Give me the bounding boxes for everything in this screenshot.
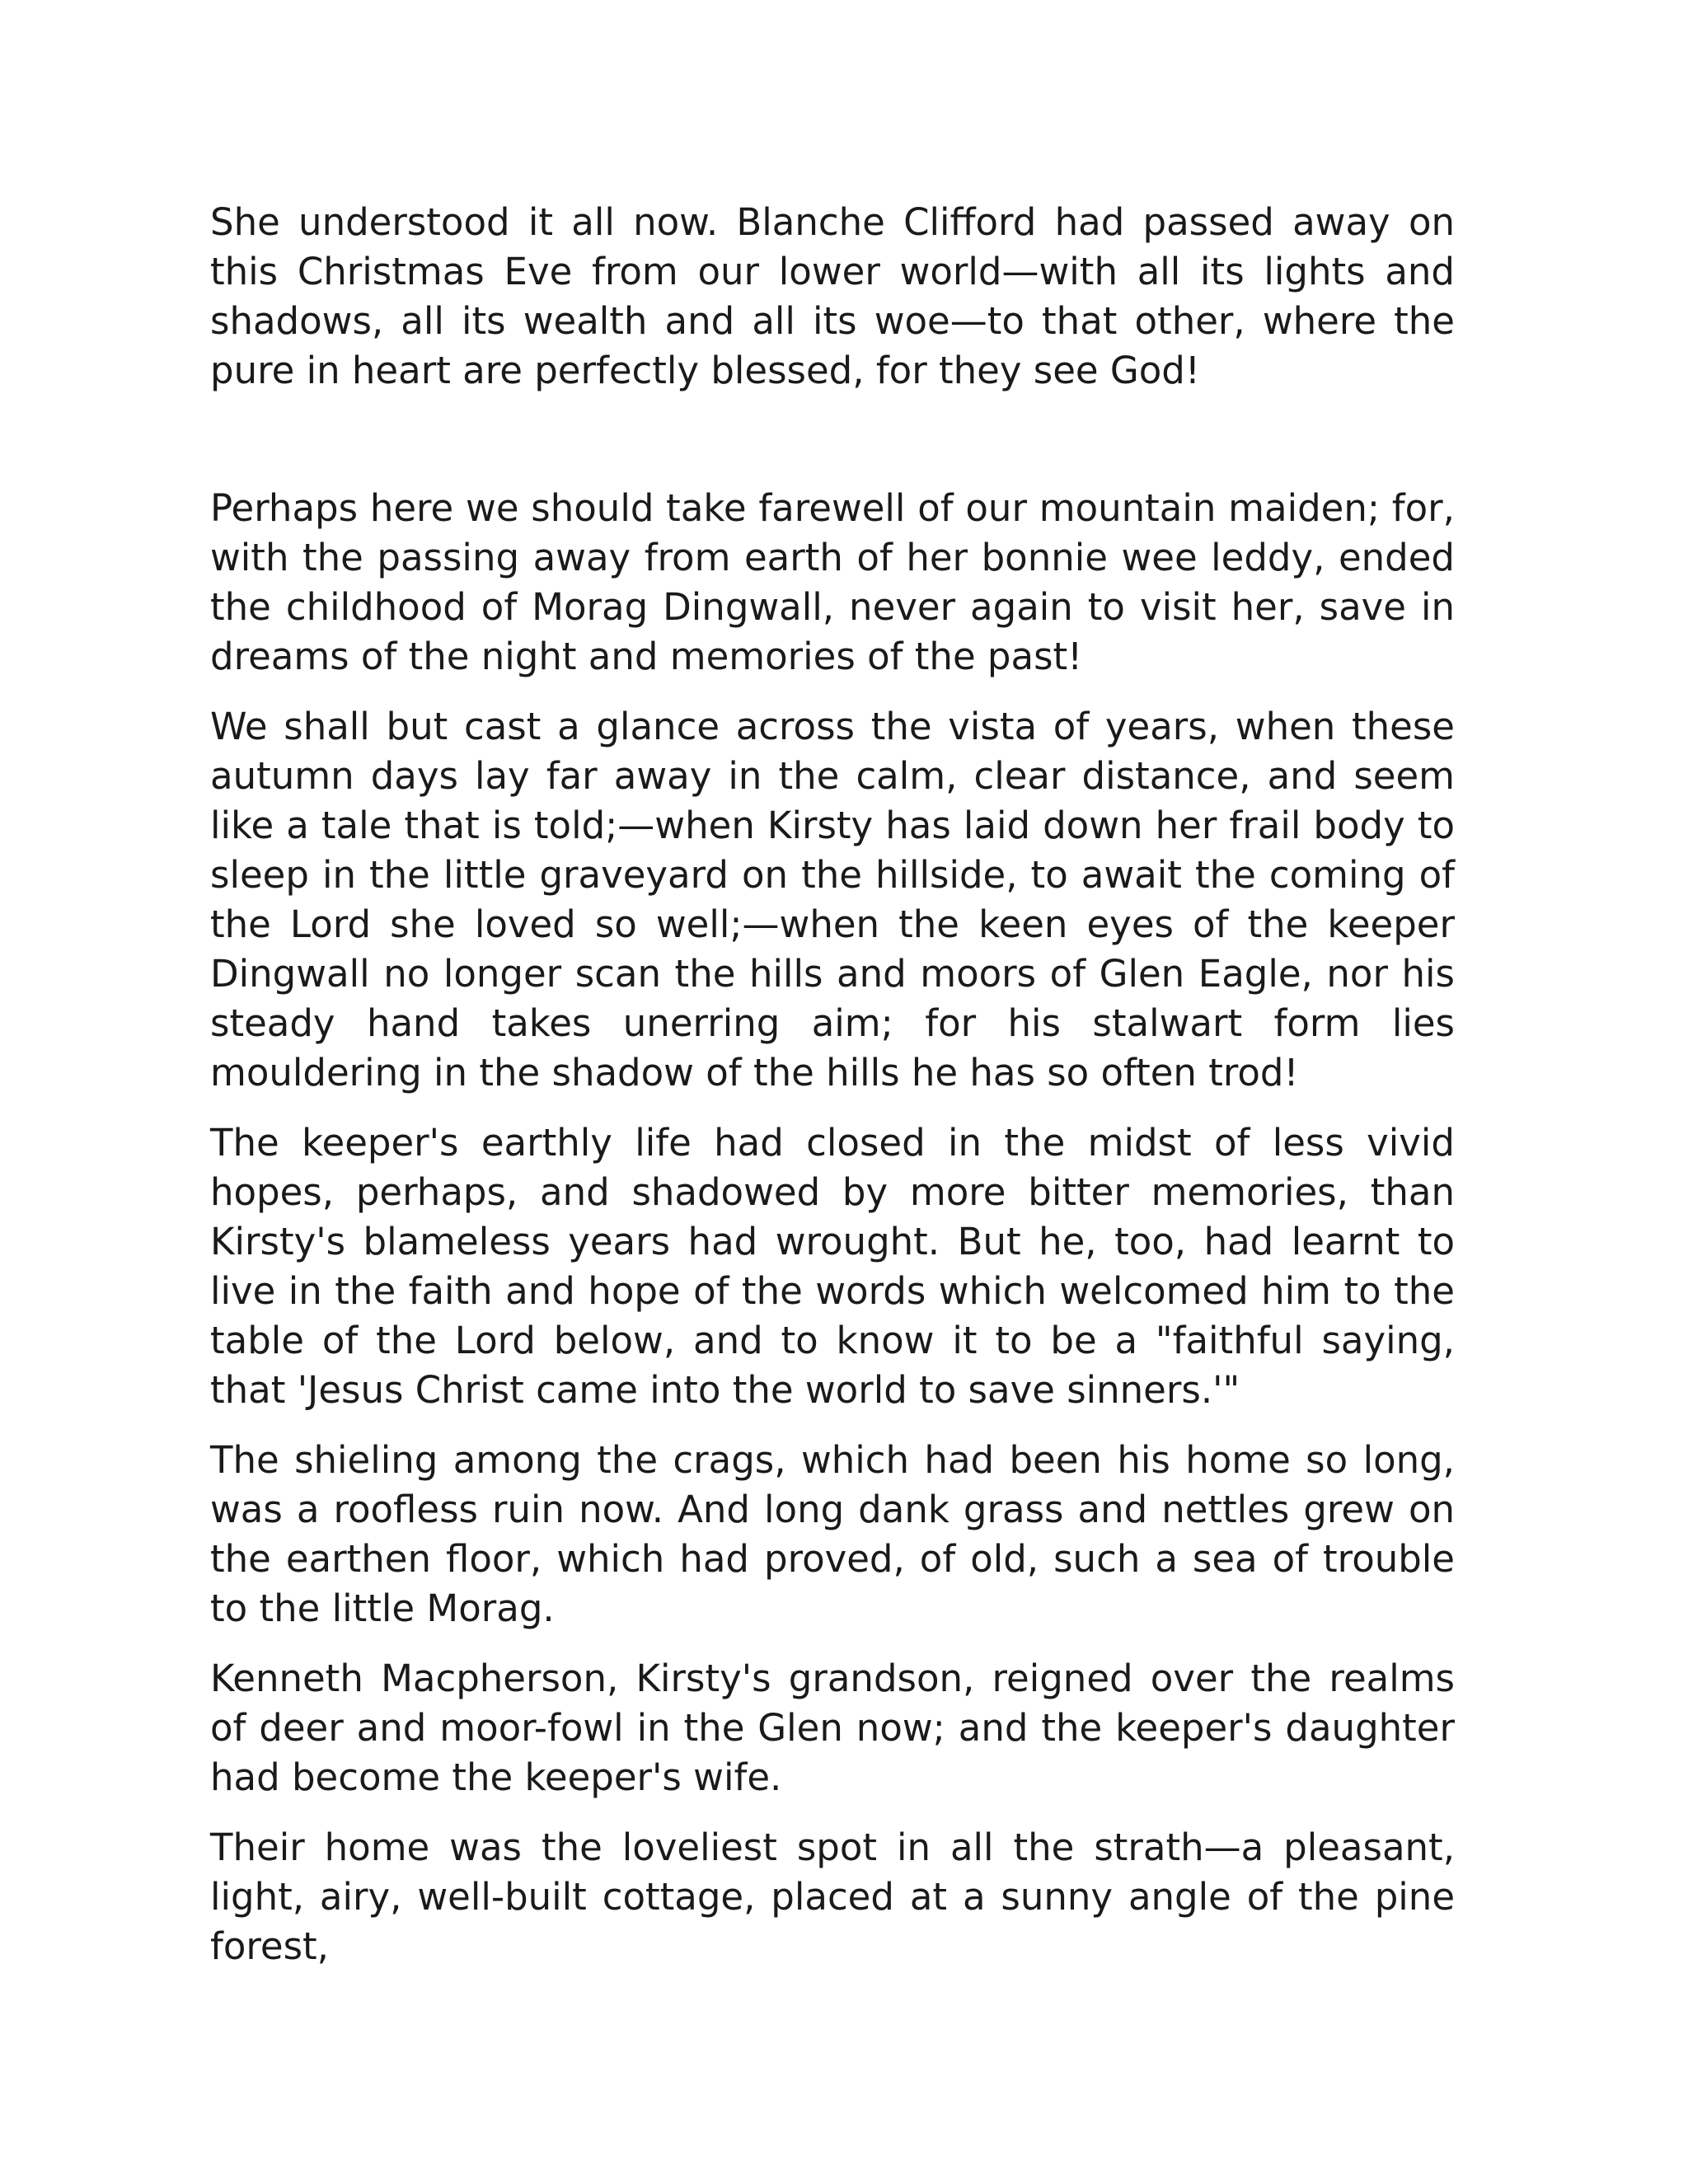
paragraph: Kenneth Macpherson, Kirsty's grandson, reigned over the realms of deer and moor-fowl in the Glen now; and the keeper's daughter had become the keeper's wife. bbox=[210, 1657, 1455, 1799]
paragraph: Perhaps here we should take farewell of our mountain maiden; for, with the passing away from earth of her bonnie wee leddy, ended the childhood of Morag Dingwall, never again to visit her, save in dreams of the night and memories of the past! bbox=[210, 486, 1455, 678]
paragraph: She understood it all now. Blanche Clifford had passed away on this Christmas Eve from our lower world—with all its lights and shadows, all its wealth and all its woe—to that other, where the pure in heart are perfectly blessed, for they see God! bbox=[210, 200, 1455, 392]
paragraph: Their home was the loveliest spot in all the strath—a pleasant, light, airy, well-built cottage, placed at a sunny angle of the pine forest, bbox=[210, 1825, 1455, 1968]
section-2 bbox=[210, 484, 1455, 1992]
section-1 bbox=[210, 198, 1455, 416]
paragraph: The shieling among the crags, which had been his home so long, was a roofless ruin now. And long dank grass and nettles grew on the earthen floor, which had proved, of old, such a sea of trouble to the little Morag. bbox=[210, 1438, 1455, 1630]
paragraph: The keeper's earthly life had closed in the midst of less vivid hopes, perhaps, and shadowed by more bitter memories, than Kirsty's blameless years had wrought. But he, too, had learnt to live in the faith and hope of the words which welcomed him to the table of the Lord below, and to know it to be a "faithful saying, that 'Jesus Christ came into the world to save sinners.'" bbox=[210, 1121, 1455, 1412]
paragraph: We shall but cast a glance across the vista of years, when these autumn days lay far away in the calm, clear distance, and seem like a tale that is told;—when Kirsty has laid down her frail body to sleep in the little graveyard on the hillside, to await the coming of the Lord she loved so well;—when the keen eyes of the keeper Dingwall no longer scan the hills and moors of Glen Eagle, nor his steady hand takes unerring aim; for his stalwart form lies mouldering in the shadow of the hills he has so often trod! bbox=[210, 705, 1455, 1094]
